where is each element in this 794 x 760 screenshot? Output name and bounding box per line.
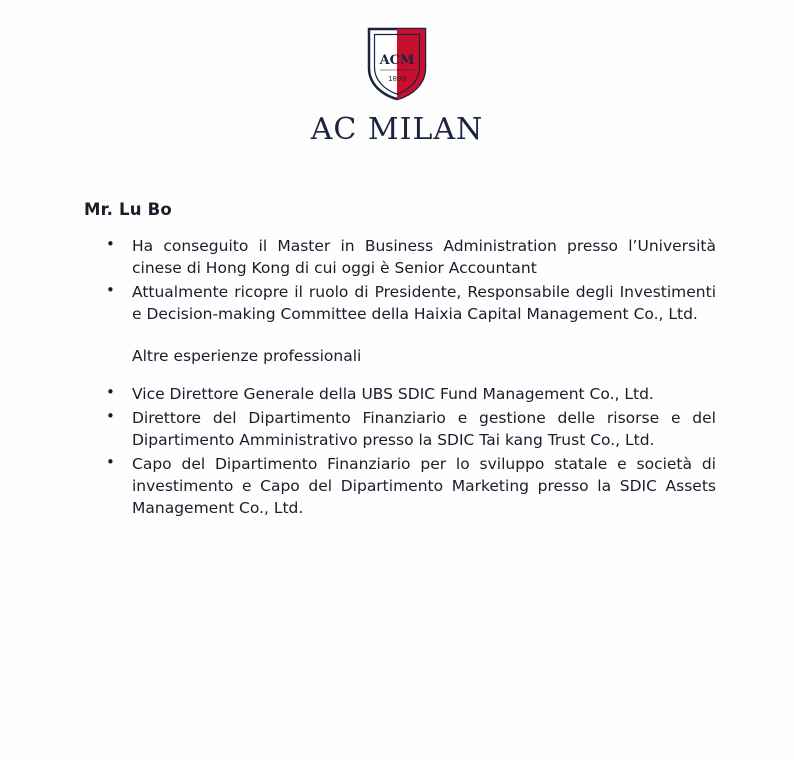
ac-milan-crest-icon <box>366 26 428 102</box>
person-name: Mr. Lu Bo <box>84 200 172 219</box>
list-item: • Vice Direttore Generale della UBS SDIC Fund Management Co., Ltd. <box>84 383 716 405</box>
list-item: • Attualmente ricopre il ruolo di Presidente, Responsabile degli Investimenti e Decision-making Committee della Haixia Capital Management Co., Ltd. <box>84 281 716 325</box>
ac-milan-wordmark: AC MILAN <box>310 112 484 147</box>
bullet-list-secondary <box>84 383 716 519</box>
list-item: • Direttore del Dipartimento Finanziario e gestione delle risorse e del Dipartimento Amministrativo presso la SDIC Tai kang Trust Co., Ltd. <box>84 407 716 451</box>
section-note: Altre esperienze professionali <box>132 347 362 365</box>
svg-text:1899: 1899 <box>388 75 406 83</box>
document-header <box>0 0 794 147</box>
bullet-list-primary <box>84 235 716 325</box>
list-item: • Capo del Dipartimento Finanziario per lo sviluppo statale e società di investimento e Capo del Dipartimento Marketing presso la SDIC Assets Management Co., Ltd. <box>84 453 716 519</box>
document-body <box>84 200 716 521</box>
svg-text:ACM: ACM <box>379 53 415 68</box>
list-item: • Ha conseguito il Master in Business Administration presso l’Università cinese di Hong Kong di cui oggi è Senior Accountant <box>84 235 716 279</box>
